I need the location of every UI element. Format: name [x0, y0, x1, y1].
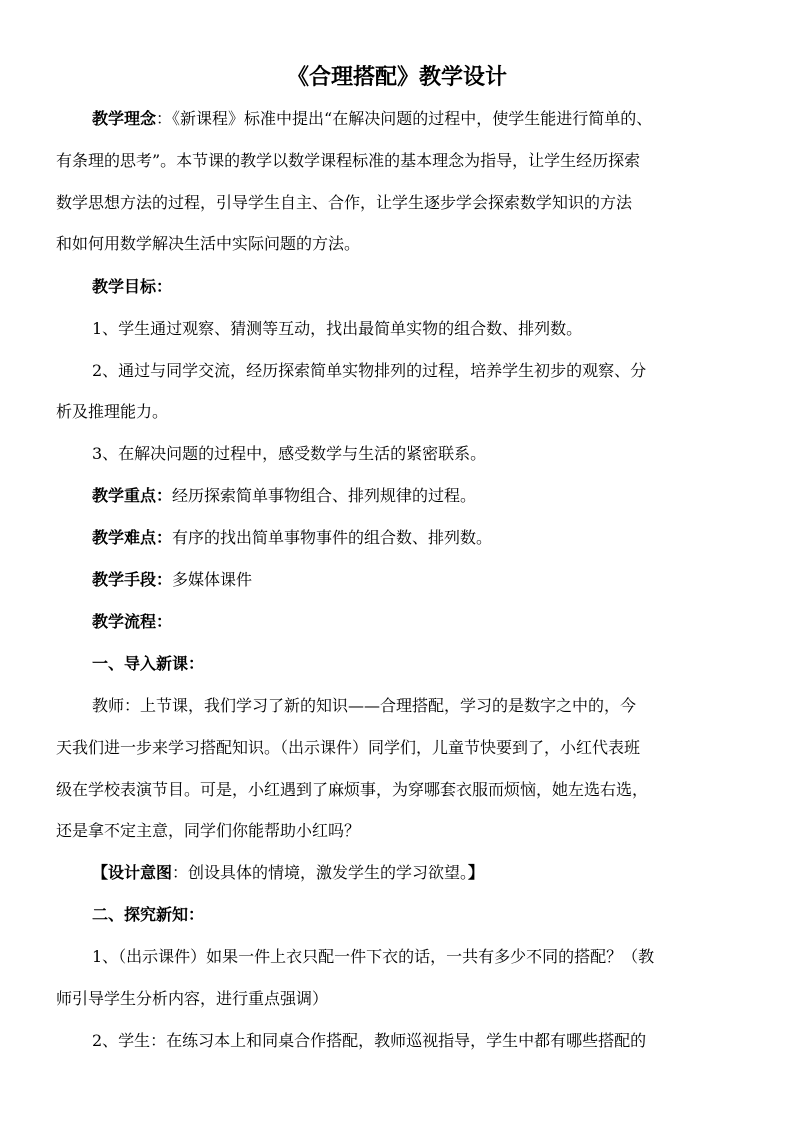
difficulty-label: 教学难点： — [92, 528, 173, 547]
teaching-means — [92, 569, 740, 591]
goals-heading: 教学目标： — [92, 277, 173, 296]
section-1-line-1: 教师：上节课，我们学习了新的知识——合理搭配，学习的是数字之中的，今 — [92, 696, 637, 715]
goal-item-2-line-1: 2、通过与同学交流，经历探索简单实物排列的过程，培养学生初步的观察、分 — [92, 361, 647, 380]
section-1-line-2: 天我们进一步来学习搭配知识。（出示课件）同学们，儿童节快要到了，小红代表班 — [56, 738, 641, 757]
process-heading: 教学流程： — [92, 612, 173, 631]
section-2-item-1-line-2: 师引导学生分析内容，进行重点强调） — [56, 989, 329, 1008]
concept-line-2: 有条理的思考”。本节课的教学以数学课程标准的基本理念为指导，让学生经历探索 — [56, 151, 641, 170]
section-2-heading: 二、探究新知： — [92, 905, 205, 924]
goal-item-2-line-2: 析及推理能力。 — [56, 402, 169, 421]
design-close-bracket: 】 — [468, 863, 485, 882]
concept-label: 教学理念 — [92, 109, 157, 128]
means-label: 教学手段： — [92, 570, 173, 589]
difficulty-text: 有序的找出简单事物事件的组合数、排列数。 — [172, 528, 493, 547]
section-2-item-2-line-1: 2、学生：在练习本上和同桌合作搭配，教师巡视指导，学生中都有哪些搭配的 — [92, 1031, 647, 1050]
goal-item-1: 1、学生通过观察、猜测等互动，找出最简单实物的组合数、排列数。 — [92, 319, 583, 338]
section-1-line-3: 级在学校表演节目。可是，小红遇到了麻烦事，为穿哪套衣服而烦恼，她左选右选， — [56, 780, 649, 799]
document-title: 《合理搭配》教学设计 — [286, 64, 507, 90]
concept-text-1: ：《新课程》标准中提出“在解决问题的过程中，使学生能进行简单的、 — [156, 109, 653, 128]
key-point — [92, 485, 740, 507]
design-intent-text: ：创设具体的情境，激发学生的学习欲望。 — [172, 863, 469, 882]
section-1-heading: 一、导入新课： — [92, 654, 205, 673]
section-2-item-1-line-1: 1、（出示课件）如果一件上衣只配一件下衣的话，一共有多少不同的搭配？（教 — [92, 947, 655, 966]
means-text: 多媒体课件 — [172, 570, 253, 589]
section-1-line-4: 还是拿不定主意，同学们你能帮助小红吗？ — [56, 821, 361, 840]
difficulty — [92, 527, 740, 549]
key-point-label: 教学重点： — [92, 486, 173, 505]
design-intent-label: 设计意图 — [108, 863, 173, 882]
concept-line-4: 和如何用数学解决生活中实际问题的方法。 — [56, 234, 361, 253]
design-open-bracket: 【 — [92, 863, 109, 882]
concept-line-1 — [92, 108, 740, 130]
design-intent — [92, 862, 740, 884]
goal-item-3: 3、在解决问题的过程中，感受数学与生活的紧密联系。 — [92, 444, 487, 463]
key-point-text: 经历探索简单事物组合、排列规律的过程。 — [172, 486, 477, 505]
concept-line-3: 数学思想方法的过程，引导学生自主、合作，让学生逐步学会探索数学知识的方法 — [56, 193, 633, 212]
